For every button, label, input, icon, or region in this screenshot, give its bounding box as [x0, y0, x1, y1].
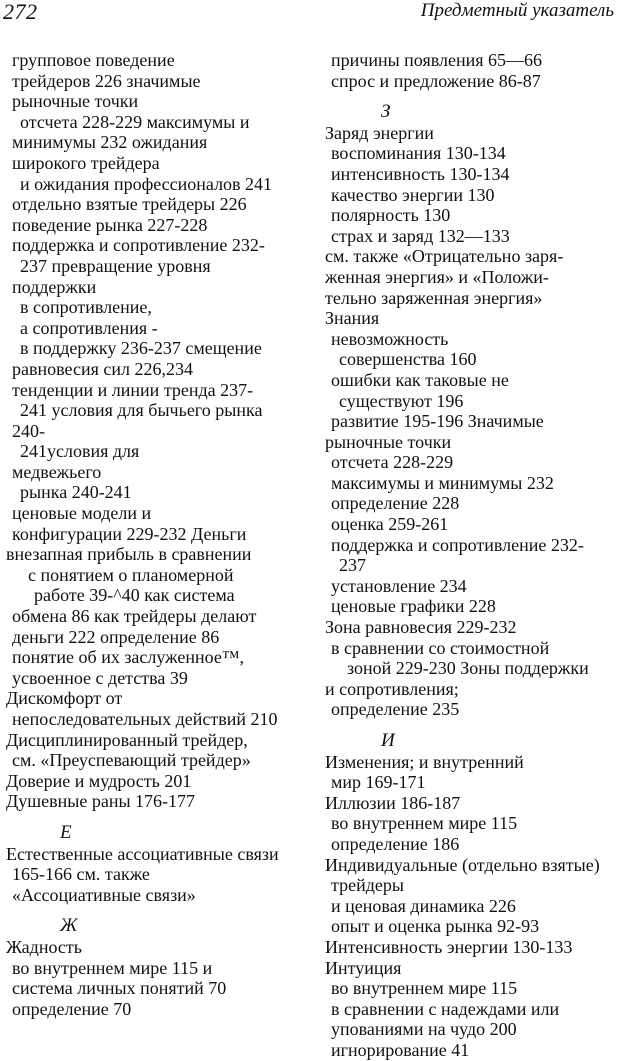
index-entry-line: трейдеров 226 значимые	[12, 70, 201, 91]
index-entry-line: минимумы 232 ожидания	[12, 132, 208, 153]
index-entry-line: и сопротивления;	[325, 678, 459, 699]
index-entry-line: во внутреннем мире 115	[331, 978, 518, 999]
index-entry-line: равновесия сил 226,234	[12, 358, 193, 379]
index-entry-line: существуют 196	[339, 390, 464, 411]
index-entry-line: рыночные точки	[12, 91, 139, 112]
index-entry-line: отсчета 228-229 максимумы и	[20, 111, 250, 132]
index-entry-line: полярность 130	[331, 205, 451, 226]
index-entry-line: непоследовательных действий 210	[12, 709, 278, 729]
index-entry-line: совершенства 160	[339, 349, 477, 370]
index-entry-line: 240-	[12, 420, 45, 441]
index-entry-line: 237 превращение уровня	[20, 255, 211, 276]
index-entry-line: Изменения; и внутренний	[325, 751, 524, 772]
section-letter: Е	[60, 821, 72, 843]
section-gap	[6, 905, 308, 916]
index-entry-line: с понятием о планомерной	[28, 564, 234, 585]
index-entry-line: опыт и оценка рынка 92-93	[331, 916, 540, 937]
index-entry-line: поддержка и сопротивление 232-	[12, 235, 265, 256]
index-entry-line: в сравнении со стоимостной	[331, 637, 550, 658]
index-entry-line: и ожидания профессионалов 241	[20, 173, 273, 194]
index-entry-line: качество энергии 130	[331, 184, 495, 205]
index-entry-line: игнорирование 41	[331, 1039, 470, 1060]
index-entry-line: отсчета 228-229	[331, 452, 454, 473]
index-entry-line: усвоенное с детства 39	[12, 667, 188, 688]
index-entry-line: Индивидуальные (отдельно взятые)	[325, 854, 600, 875]
section-gap	[6, 812, 308, 823]
index-entry-line: широкого трейдера	[12, 152, 160, 173]
index-entry-line: в сопротивление,	[20, 297, 152, 318]
index-entry-line: женная энергия» и «Положи-	[325, 266, 549, 287]
index-entry-line: медвежьего	[12, 461, 102, 482]
index-entry-line: тенденции и линии тренда 237-	[12, 379, 254, 400]
index-entry-line: причины появления 65—66	[331, 50, 543, 70]
index-entry-line: упованиями на чудо 200	[331, 1019, 517, 1040]
index-entry-line: поведение рынка 227-228	[12, 214, 208, 235]
index-entry-line: групповое поведение	[12, 50, 175, 70]
index-entry-line: ценовые модели и	[12, 503, 152, 524]
section-letter: Ж	[60, 915, 78, 937]
index-entry-line: зоной 229-230 Зоны поддержки	[347, 658, 589, 679]
index-entry-line: Знания	[325, 308, 380, 329]
index-entry-line: Иллюзии 186-187	[325, 792, 461, 813]
index-entry-line: страх и заряд 132—133	[331, 225, 510, 246]
index-entry-line: отдельно взятые трейдеры 226	[12, 194, 247, 215]
index-entry-line: максимумы и минимумы 232	[331, 472, 554, 493]
index-entry-line: определение 235	[331, 699, 460, 720]
index-column-left	[6, 50, 308, 1019]
index-entry-line: определение 186	[331, 833, 460, 854]
index-entry-line: в сравнении с надеждами или	[331, 998, 560, 1019]
index-entry-line: работе 39-^40 как система	[34, 585, 235, 606]
index-entry-line: Жадность	[6, 936, 82, 957]
section-gap	[325, 91, 617, 102]
index-entry-line: 165-166 см. также	[12, 864, 150, 885]
index-entry-line: Заряд энергии	[325, 122, 434, 143]
index-entry-line: интенсивность 130-134	[331, 163, 510, 184]
index-column-right	[325, 50, 617, 1061]
index-entry-line: внезапная прибыль в сравнении	[6, 544, 252, 565]
index-entry-line: и ценовая динамика 226	[331, 895, 516, 916]
index-entry-line: в поддержку 236-237 смещение	[20, 338, 262, 359]
index-entry-line: «Ассоциативные связи»	[12, 884, 196, 905]
index-entry-line: поддержки	[12, 276, 97, 297]
index-entry-line: Естественные ассоциативные связи	[6, 843, 279, 864]
index-entry-line: а сопротивления -	[20, 317, 158, 338]
index-entry-line: Душевные раны 176-177	[6, 791, 196, 812]
index-entry-line: во внутреннем мире 115 и	[12, 957, 213, 978]
index-entry-line: трейдеры	[331, 875, 404, 896]
section-letter: З	[381, 101, 391, 123]
index-entry-line: рынка 240-241	[20, 482, 132, 503]
index-entry-line: см. «Преуспевающий трейдер»	[12, 750, 251, 771]
index-entry-line: Интенсивность энергии 130-133	[325, 936, 573, 957]
section-letter: И	[381, 730, 395, 751]
index-entry-line: понятие об их заслуженное™,	[12, 647, 244, 668]
index-entry-line: невозможность	[331, 328, 449, 349]
index-entry-line: Доверие и мудрость 201	[6, 770, 192, 791]
index-entry-line: Интуиция	[325, 957, 402, 978]
index-entry-line: обмена 86 как трейдеры делают	[12, 606, 257, 627]
index-entry-line: оценка 259-261	[331, 514, 449, 535]
index-entry-line: развитие 195-196 Значимые	[331, 411, 544, 432]
page-header	[0, 0, 620, 26]
running-title: Предметный указатель	[420, 0, 614, 21]
index-entry-line: во внутреннем мире 115	[331, 813, 518, 834]
index-entry-line: Зона равновесия 229-232	[325, 617, 517, 638]
index-entry-line: деньги 222 определение 86	[12, 626, 220, 647]
index-entry-line: ценовые графики 228	[331, 596, 496, 617]
index-entry-line: Дискомфорт от	[6, 688, 123, 709]
index-entry-line: воспоминания 130-134	[331, 143, 506, 164]
index-entry-line: мир 169-171	[331, 772, 426, 793]
index-entry-line: поддержка и сопротивление 232-	[331, 534, 584, 555]
index-entry-line: спрос и предложение 86-87	[331, 70, 541, 91]
index-entry-line: 241условия для	[20, 441, 140, 462]
index-entry-line: 237	[339, 555, 366, 576]
index-entry-line: определение 70	[12, 998, 132, 1019]
index-entry-line: установление 234	[331, 575, 467, 596]
index-entry-line: 241 условия для бычьего рынка	[20, 400, 263, 421]
index-entry-line: тельно заряженная энергия»	[325, 287, 543, 308]
index-entry-line: см. также «Отрицательно заря-	[325, 246, 564, 267]
index-entry-line: Дисциплинированный трейдер,	[6, 729, 248, 750]
index-entry-line: определение 228	[331, 493, 460, 514]
index-entry-line: ошибки как таковые не	[331, 369, 509, 390]
section-gap	[325, 720, 617, 731]
index-entry-line: система личных понятий 70	[12, 978, 227, 999]
index-entry-line: конфигурации 229-232 Деньги	[12, 523, 247, 544]
index-entry-line: рыночные точки	[325, 431, 452, 452]
page-number: 272	[3, 0, 38, 24]
